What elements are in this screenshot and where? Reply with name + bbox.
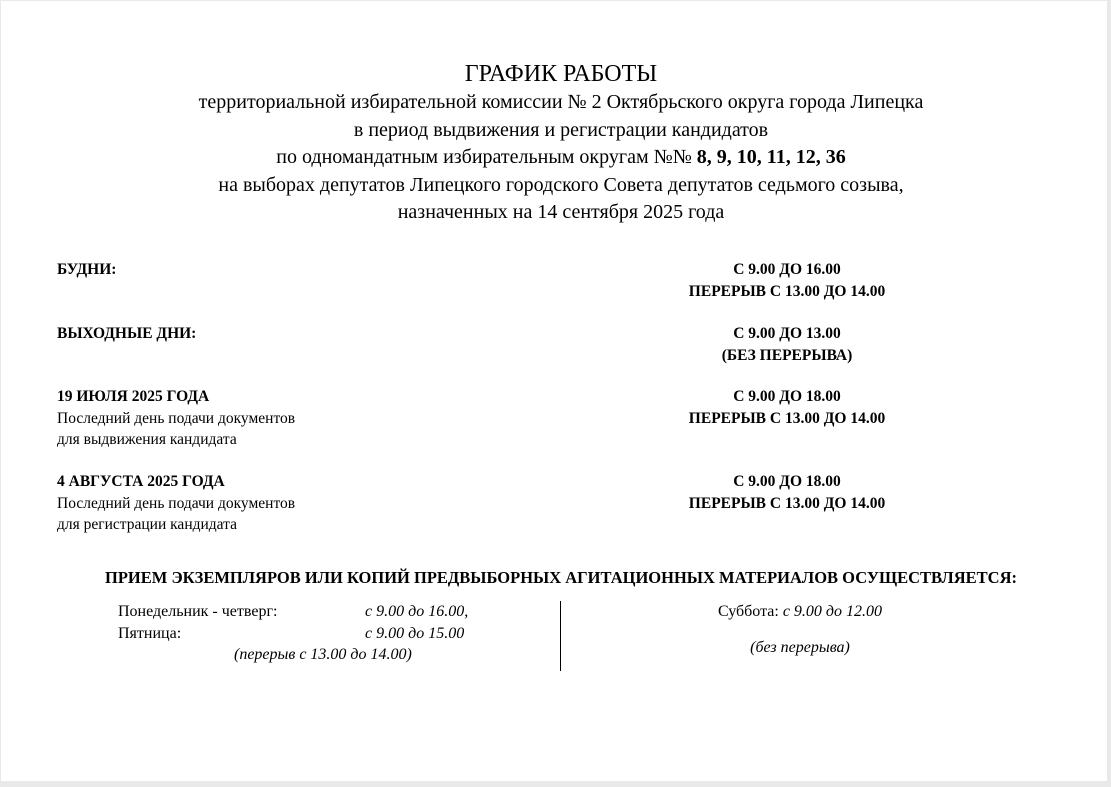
schedule-time: С 9.00 ДО 16.00 bbox=[733, 261, 841, 278]
friday-label: Пятница: bbox=[118, 624, 182, 642]
document-page bbox=[1, 1, 1107, 781]
header-line-4: на выборах депутатов Липецкого городского Совета депутатов седьмого созыва, bbox=[218, 173, 904, 196]
schedule-label: БУДНИ: bbox=[57, 261, 117, 278]
document-header bbox=[1, 59, 1111, 227]
weekday-label: Понедельник - четверг: bbox=[118, 603, 278, 620]
schedule-break: ПЕРЕРЫВ С 13.00 ДО 14.00 bbox=[688, 409, 886, 427]
schedule-time: С 9.00 ДО 13.00 bbox=[733, 325, 841, 342]
weekday-break-note: (перерыв с 13.00 до 14.00) bbox=[234, 646, 412, 663]
schedule-time: С 9.00 ДО 18.00 bbox=[733, 473, 841, 490]
saturday-time: с 9.00 до 12.00 bbox=[782, 603, 883, 620]
schedule-break: ПЕРЕРЫВ С 13.00 ДО 14.00 bbox=[688, 282, 886, 300]
column-divider bbox=[560, 601, 561, 671]
friday-time: с 9.00 до 15.00 bbox=[365, 624, 465, 642]
document-title: ГРАФИК РАБОТЫ bbox=[464, 61, 658, 87]
schedule-desc-line: Последний день подачи документов bbox=[57, 494, 296, 512]
schedule-label: 4 АВГУСТА 2025 ГОДА bbox=[57, 473, 225, 490]
materials-saturday-schedule bbox=[601, 601, 999, 658]
saturday-break-note: (без перерыва) bbox=[750, 638, 850, 656]
schedule-label: ВЫХОДНЫЕ ДНИ: bbox=[57, 325, 197, 342]
header-line-3 bbox=[1, 144, 1111, 172]
header-line-2: в период выдвижения и регистрации кандидатов bbox=[353, 118, 769, 141]
header-line-5: назначенных на 14 сентября 2025 года bbox=[397, 201, 725, 223]
schedule-desc-line: для выдвижения кандидата bbox=[57, 431, 237, 448]
materials-heading: ПРИЕМ ЭКЗЕМПЛЯРОВ ИЛИ КОПИЙ ПРЕДВЫБОРНЫХ АГИТАЦИОННЫХ МАТЕРИАЛОВ ОСУЩЕСТВЛЯЕТСЯ: bbox=[105, 568, 1017, 587]
schedule-label: 19 ИЮЛЯ 2025 ГОДА bbox=[57, 388, 210, 405]
schedule-desc-line: для регистрации кандидата bbox=[57, 516, 237, 533]
saturday-line bbox=[601, 601, 999, 623]
districts-prefix: по одномандатным избирательным округам №№ bbox=[276, 146, 692, 168]
district-numbers: 8, 9, 10, 11, 12, 36 bbox=[696, 146, 846, 168]
schedule-break: (БЕЗ ПЕРЕРЫВА) bbox=[721, 346, 853, 364]
saturday-label: Суббота: bbox=[717, 603, 779, 620]
header-line-1: территориальной избирательной комиссии № 2 Октябрьского округа города Липецка bbox=[198, 91, 924, 113]
materials-weekday-schedule bbox=[118, 601, 558, 666]
weekday-time: с 9.00 до 16.00, bbox=[365, 603, 469, 620]
schedule-break: ПЕРЕРЫВ С 13.00 ДО 14.00 bbox=[688, 494, 886, 512]
schedule-time: С 9.00 ДО 18.00 bbox=[733, 388, 841, 405]
schedule-desc-line: Последний день подачи документов bbox=[57, 409, 296, 427]
